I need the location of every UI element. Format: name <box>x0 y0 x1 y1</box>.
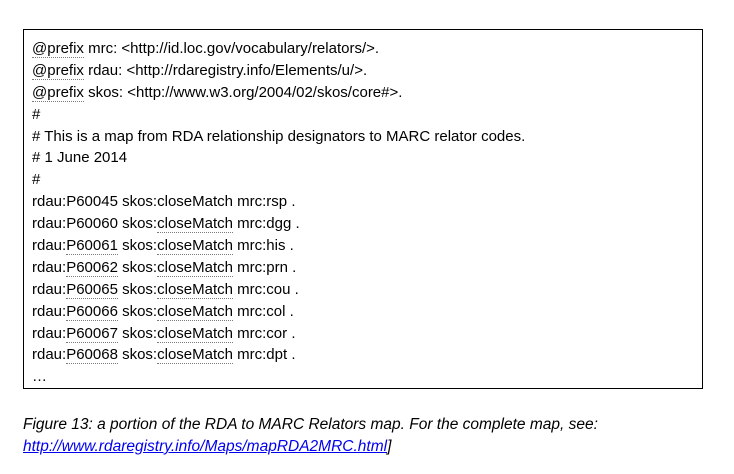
subject-namespace: rdau: <box>32 280 67 298</box>
subject-id: P60065 <box>66 280 118 298</box>
predicate-name: closeMatch <box>157 346 233 364</box>
comment-line: # <box>32 105 41 123</box>
mapping-line <box>32 344 702 366</box>
mapping-line <box>32 191 702 213</box>
subject-namespace: rdau: <box>32 324 67 342</box>
subject-id: P60068 <box>66 346 118 364</box>
predicate-namespace: skos: <box>122 193 158 211</box>
predicate-namespace: skos: <box>122 280 158 298</box>
predicate-namespace: skos: <box>122 302 158 320</box>
predicate-namespace: skos: <box>122 215 158 233</box>
prefix-declaration: rdau: <http://rdaregistry.info/Elements/u/>. <box>83 61 368 79</box>
prefix-line <box>32 38 702 60</box>
predicate-name: closeMatch <box>157 302 233 320</box>
mapping-line <box>32 257 702 279</box>
prefix-keyword: @prefix <box>32 61 84 79</box>
object-code: mrc:rsp . <box>232 193 296 211</box>
comment-line: # <box>32 171 41 189</box>
predicate-name: closeMatch <box>157 215 233 233</box>
subject-id: P60066 <box>66 302 118 320</box>
predicate-namespace: skos: <box>122 237 158 255</box>
subject-namespace: rdau: <box>32 258 67 276</box>
comment-line: # 1 June 2014 <box>32 149 128 167</box>
object-code: mrc:col . <box>232 302 294 320</box>
prefix-declaration: skos: <http://www.w3.org/2004/02/skos/core#>. <box>83 83 403 101</box>
predicate-name: closeMatch <box>157 258 233 276</box>
object-code: mrc:dgg . <box>232 215 300 233</box>
caption-text: Figure 13: a portion of the RDA to MARC Relators map. For the complete map, see: <box>23 416 598 433</box>
subject-id: P60061 <box>66 237 118 255</box>
prefix-line <box>32 60 702 82</box>
subject-id: P60060 <box>66 215 118 233</box>
mapping-line <box>32 279 702 301</box>
mapping-line <box>32 235 702 257</box>
code-block <box>23 29 703 389</box>
figure-caption <box>23 414 723 458</box>
subject-namespace: rdau: <box>32 237 67 255</box>
subject-id: P60062 <box>66 258 118 276</box>
prefix-declaration: mrc: <http://id.loc.gov/vocabulary/relators/>. <box>83 40 380 57</box>
subject-namespace: rdau: <box>32 193 67 211</box>
object-code: mrc:dpt . <box>232 346 296 364</box>
subject-namespace: rdau: <box>32 302 67 320</box>
predicate-name: closeMatch <box>157 237 233 255</box>
prefix-line <box>32 82 702 104</box>
predicate-namespace: skos: <box>122 346 158 364</box>
subject-namespace: rdau: <box>32 346 67 364</box>
object-code: mrc:cor . <box>232 324 296 342</box>
ellipsis-line: … <box>32 368 47 386</box>
comment-line: # This is a map from RDA relationship designators to MARC relator codes. <box>32 127 526 145</box>
mapping-line <box>32 213 702 235</box>
predicate-namespace: skos: <box>122 258 158 276</box>
caption-link[interactable]: http://www.rdaregistry.info/Maps/mapRDA2MRC.html <box>23 438 388 455</box>
prefix-keyword: @prefix <box>32 83 84 101</box>
mapping-line <box>32 301 702 323</box>
object-code: mrc:his . <box>232 237 294 255</box>
prefix-keyword: @prefix <box>32 40 84 57</box>
subject-namespace: rdau: <box>32 215 67 233</box>
object-code: mrc:cou . <box>232 280 299 298</box>
predicate-name: closeMatch <box>157 280 233 298</box>
predicate-namespace: skos: <box>122 324 158 342</box>
subject-id: P60045 <box>66 193 118 211</box>
caption-suffix: ] <box>387 438 392 455</box>
mapping-line <box>32 323 702 345</box>
predicate-name: closeMatch <box>157 193 233 211</box>
predicate-name: closeMatch <box>157 324 233 342</box>
object-code: mrc:prn . <box>232 258 297 276</box>
subject-id: P60067 <box>66 324 118 342</box>
